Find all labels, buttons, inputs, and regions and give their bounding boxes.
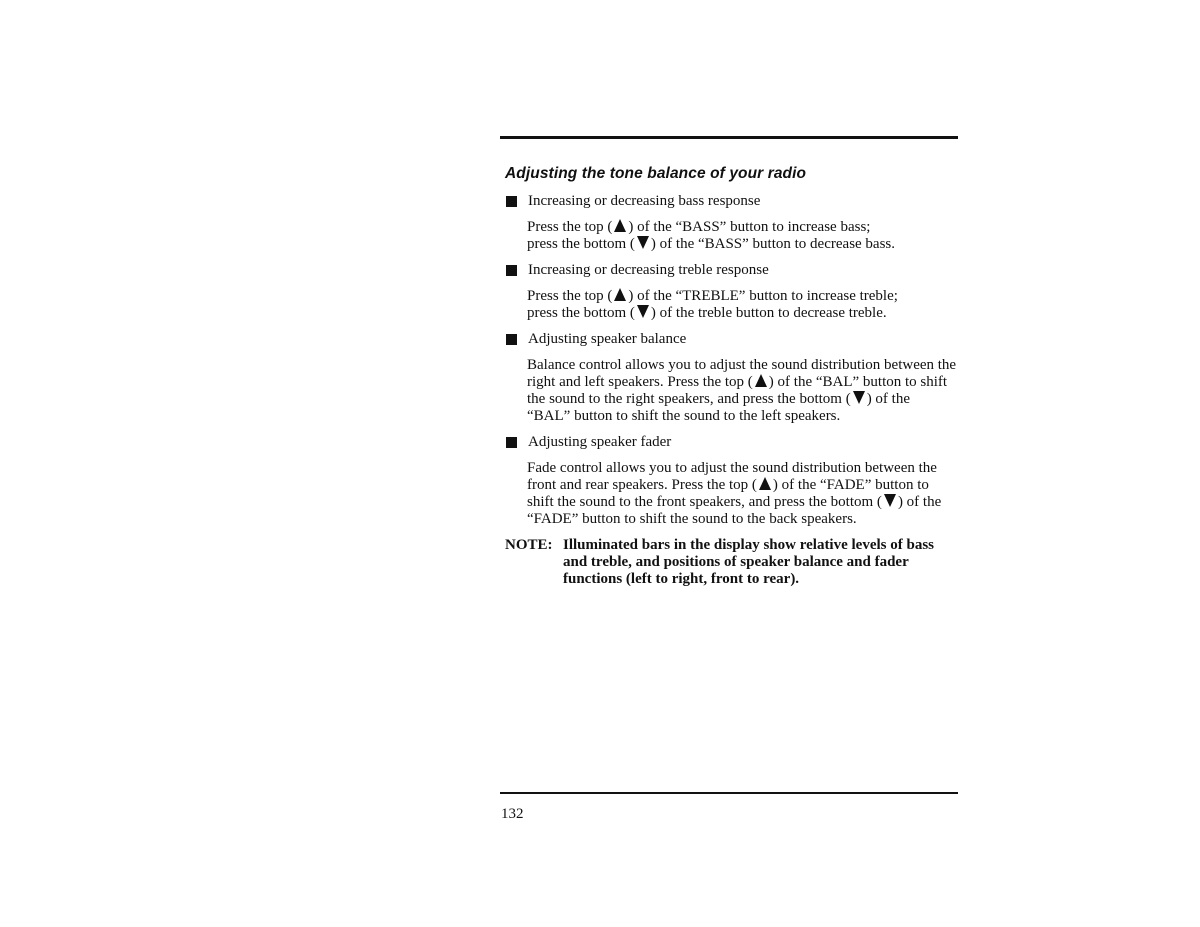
bullet-treble [505,262,957,279]
down-triangle-icon [637,236,649,249]
bullet-label: Adjusting speaker balance [528,331,687,347]
page-number: 132 [501,806,524,822]
text-run: ) of the treble button to decrease treble. [650,305,887,321]
bullet-balance [505,331,957,348]
text-run: ) of the “TREBLE” button to increase treble; [628,288,898,304]
text-run: Balance control allows you to adjust the sound distribution between the right and left speakers. Press the top ( [527,357,957,390]
text-run: Press the top ( [527,288,613,304]
note-block [505,537,957,588]
note-label: NOTE: [505,537,553,553]
bottom-rule [500,792,958,794]
square-bullet-icon [506,265,517,276]
up-triangle-icon [614,219,626,232]
up-triangle-icon [759,477,771,490]
paragraph-bass [527,219,957,253]
up-triangle-icon [614,288,626,301]
down-triangle-icon [637,305,649,318]
text-run: Fade control allows you to adjust the sound distribution between the front and rear speakers. Press the top ( [527,460,937,493]
text-run: Press the top ( [527,219,613,235]
text-run: ) of the “BASS” button to decrease bass. [650,236,896,252]
bullet-bass [505,193,957,210]
bullet-label: Increasing or decreasing treble response [528,262,769,278]
square-bullet-icon [506,196,517,207]
paragraph-balance [527,357,957,425]
square-bullet-icon [506,437,517,448]
text-run: ) of the “BAL” button to shift the sound to the left speakers. [527,391,911,424]
up-triangle-icon [755,374,767,387]
down-triangle-icon [853,391,865,404]
manual-content [505,165,957,588]
text-run: ) of the “FADE” button to shift the sound to the back speakers. [527,494,942,527]
text-run: ) of the “FADE” button to shift the sound to the front speakers, and press the bottom ( [527,477,929,510]
bullet-label: Adjusting speaker fader [528,434,672,450]
paragraph-treble [527,288,957,322]
text-run: ) of the “BAL” button to shift the sound to the right speakers, and press the bottom ( [527,374,948,407]
text-run: press the bottom ( [527,305,635,321]
square-bullet-icon [506,334,517,345]
bullet-fader [505,434,957,451]
top-rule [500,136,958,139]
note-text: Illuminated bars in the display show relative levels of bass and treble, and positions of speaker balance and fader functions (left to right, front to rear). [563,537,935,587]
text-run: ) of the “BASS” button to increase bass; [628,219,871,235]
bullet-label: Increasing or decreasing bass response [528,193,761,209]
down-triangle-icon [884,494,896,507]
section-heading: Adjusting the tone balance of your radio [505,165,807,182]
paragraph-fader [527,460,957,528]
text-run: press the bottom ( [527,236,635,252]
